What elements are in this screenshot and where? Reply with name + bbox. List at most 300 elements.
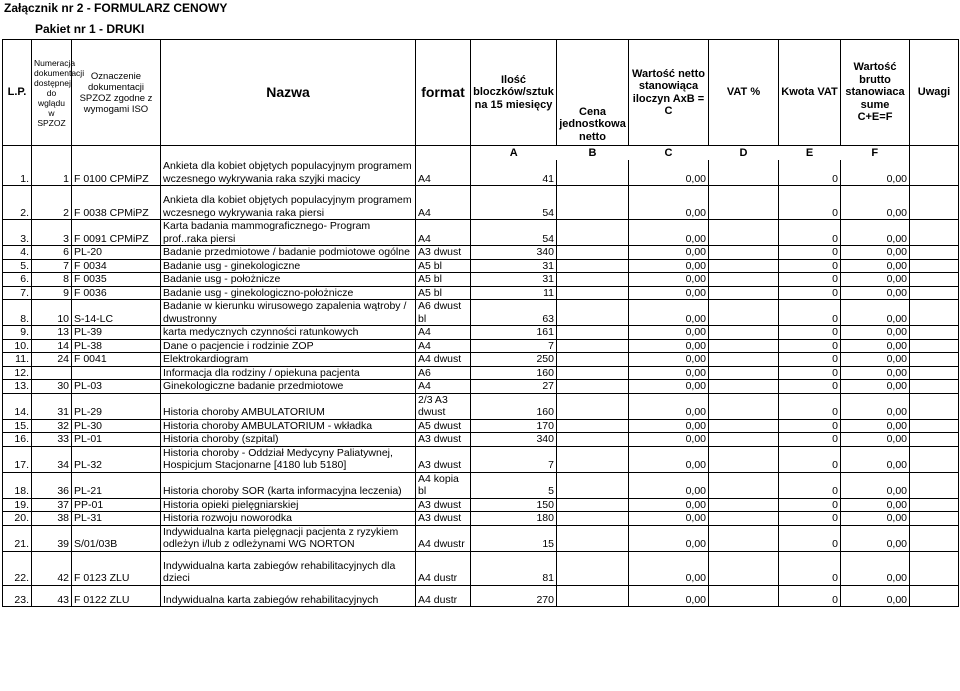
row-kwota-vat: 0	[779, 220, 841, 246]
row-kwota-vat: 0	[779, 339, 841, 353]
row-kwota-vat: 0	[779, 525, 841, 551]
row-format: A6	[416, 366, 471, 380]
table-row	[3, 273, 959, 287]
table-row	[3, 560, 959, 586]
row-numeracja: 14	[32, 339, 72, 353]
header-uwagi: Uwagi	[910, 40, 959, 146]
row-cena	[557, 446, 629, 472]
table-row	[3, 246, 959, 260]
row-vat	[709, 286, 779, 300]
row-wartosc-brutto: 0,00	[841, 273, 910, 287]
row-wartosc-brutto: 0,00	[841, 525, 910, 551]
row-wartosc-brutto: 0,00	[841, 259, 910, 273]
row-vat	[709, 220, 779, 246]
table-row	[3, 339, 959, 353]
row-nazwa: Ankieta dla kobiet objętych populacyjnym programem wczesnego wykrywania raka szyjki macicy	[161, 160, 416, 186]
row-oznaczenie: PL-32	[72, 446, 161, 472]
row-vat	[709, 300, 779, 326]
row-ilosc: 270	[471, 594, 557, 607]
row-vat	[709, 393, 779, 419]
row-nazwa: Badanie usg - ginekologiczno-położnicze	[161, 286, 416, 300]
row-ilosc: 150	[471, 498, 557, 512]
letter-f: F	[871, 146, 879, 159]
row-numeracja: 34	[32, 446, 72, 472]
row-lp: 13.	[3, 380, 32, 394]
row-numeracja: 37	[32, 498, 72, 512]
row-kwota-vat: 0	[779, 594, 841, 607]
row-kwota-vat: 0	[779, 246, 841, 260]
row-numeracja: 33	[32, 433, 72, 447]
row-format: A3 dwust	[416, 446, 471, 472]
row-wartosc-netto: 0,00	[629, 286, 709, 300]
table-row	[3, 259, 959, 273]
row-vat	[709, 512, 779, 526]
row-numeracja: 9	[32, 286, 72, 300]
row-wartosc-brutto: 0,00	[841, 160, 910, 186]
row-ilosc: 340	[471, 433, 557, 447]
row-oznaczenie: PL-29	[72, 393, 161, 419]
row-vat	[709, 353, 779, 367]
row-wartosc-netto: 0,00	[629, 220, 709, 246]
row-ilosc: 160	[471, 366, 557, 380]
row-uwagi	[910, 560, 959, 586]
row-vat	[709, 446, 779, 472]
row-cena	[557, 220, 629, 246]
row-kwota-vat: 0	[779, 353, 841, 367]
row-wartosc-brutto: 0,00	[841, 353, 910, 367]
row-kwota-vat: 0	[779, 446, 841, 472]
row-kwota-vat: 0	[779, 419, 841, 433]
row-lp: 4.	[3, 246, 32, 260]
row-oznaczenie: F 0038 CPMiPZ	[72, 194, 161, 220]
row-format: A4	[416, 339, 471, 353]
row-kwota-vat: 0	[779, 380, 841, 394]
row-uwagi	[910, 419, 959, 433]
row-format: A4 dwust	[416, 353, 471, 367]
row-wartosc-netto: 0,00	[629, 472, 709, 498]
row-format: A4	[416, 380, 471, 394]
row-oznaczenie: F 0100 CPMiPZ	[72, 160, 161, 186]
row-ilosc: 7	[471, 339, 557, 353]
row-vat	[709, 246, 779, 260]
row-kwota-vat: 0	[779, 286, 841, 300]
row-uwagi	[910, 353, 959, 367]
row-wartosc-netto: 0,00	[629, 525, 709, 551]
row-nazwa: Historia choroby (szpital)	[161, 433, 416, 447]
row-lp: 18.	[3, 472, 32, 498]
table-row	[3, 594, 959, 607]
row-nazwa: Indywidualna karta pielęgnacji pacjenta z ryzykiem odleżyn i/lub z odleżynami WG NORTON	[161, 525, 416, 551]
row-nazwa: Karta badania mammograficznego- Program prof..raka piersi	[161, 220, 416, 246]
row-nazwa: Indywidualna karta zabiegów rehabilitacyjnych dla dzieci	[161, 560, 416, 586]
row-vat	[709, 326, 779, 340]
row-oznaczenie: F 0035	[72, 273, 161, 287]
row-numeracja: 24	[32, 353, 72, 367]
row-format: A4	[416, 194, 471, 220]
spacer-row	[3, 551, 959, 560]
row-lp: 1.	[3, 160, 32, 186]
row-kwota-vat: 0	[779, 512, 841, 526]
row-lp: 6.	[3, 273, 32, 287]
row-ilosc: 5	[471, 472, 557, 498]
row-wartosc-netto: 0,00	[629, 339, 709, 353]
row-uwagi	[910, 273, 959, 287]
table-row	[3, 512, 959, 526]
table-row	[3, 160, 959, 186]
row-nazwa: karta medycznych czynności ratunkowych	[161, 326, 416, 340]
row-wartosc-brutto: 0,00	[841, 594, 910, 607]
row-nazwa: Informacja dla rodziny / opiekuna pacjenta	[161, 366, 416, 380]
row-ilosc: 63	[471, 300, 557, 326]
row-cena	[557, 472, 629, 498]
row-cena	[557, 393, 629, 419]
row-oznaczenie: S/01/03B	[72, 525, 161, 551]
letter-b: B	[588, 146, 597, 159]
row-lp: 12.	[3, 366, 32, 380]
row-uwagi	[910, 512, 959, 526]
row-numeracja: 10	[32, 300, 72, 326]
package-title: Pakiet nr 1 - DRUKI	[35, 22, 145, 36]
row-uwagi	[910, 366, 959, 380]
row-nazwa: Historia choroby AMBULATORIUM	[161, 393, 416, 419]
table-row	[3, 446, 959, 472]
row-kwota-vat: 0	[779, 560, 841, 586]
row-vat	[709, 259, 779, 273]
row-wartosc-brutto: 0,00	[841, 286, 910, 300]
row-oznaczenie: PL-20	[72, 246, 161, 260]
row-format: A4 kopia bl	[416, 472, 471, 498]
header-wartosc-brutto: Wartość brutto stanowiaca sume C+E=F	[841, 40, 910, 146]
row-uwagi	[910, 259, 959, 273]
row-wartosc-brutto: 0,00	[841, 393, 910, 419]
row-lp: 14.	[3, 393, 32, 419]
table-row	[3, 433, 959, 447]
row-nazwa: Historia choroby SOR (karta informacyjna leczenia)	[161, 472, 416, 498]
row-numeracja: 2	[32, 194, 72, 220]
letter-c: C	[664, 146, 673, 159]
table-row	[3, 393, 959, 419]
row-wartosc-netto: 0,00	[629, 326, 709, 340]
row-numeracja: 6	[32, 246, 72, 260]
row-numeracja: 7	[32, 259, 72, 273]
row-cena	[557, 498, 629, 512]
row-kwota-vat: 0	[779, 433, 841, 447]
document-title: Załącznik nr 2 - FORMULARZ CENOWY	[4, 1, 228, 15]
row-oznaczenie	[72, 366, 161, 380]
row-vat	[709, 380, 779, 394]
row-nazwa: Historia choroby AMBULATORIUM - wkładka	[161, 419, 416, 433]
row-cena	[557, 525, 629, 551]
row-ilosc: 54	[471, 194, 557, 220]
header-row	[3, 40, 959, 146]
row-vat	[709, 472, 779, 498]
row-lp: 9.	[3, 326, 32, 340]
row-cena	[557, 419, 629, 433]
row-numeracja: 32	[32, 419, 72, 433]
row-kwota-vat: 0	[779, 472, 841, 498]
row-wartosc-brutto: 0,00	[841, 380, 910, 394]
row-format: A3 dwust	[416, 433, 471, 447]
row-wartosc-brutto: 0,00	[841, 560, 910, 586]
row-format: A4	[416, 326, 471, 340]
row-cena	[557, 380, 629, 394]
row-nazwa: Badanie usg - położnicze	[161, 273, 416, 287]
header-ilosc: Ilość bloczków/sztuk na 15 miesięcy	[471, 40, 557, 146]
row-cena	[557, 366, 629, 380]
table-row	[3, 366, 959, 380]
row-format: 2/3 A3 dwust	[416, 393, 471, 419]
row-format: A4	[416, 220, 471, 246]
row-oznaczenie: F 0091 CPMiPZ	[72, 220, 161, 246]
row-numeracja: 13	[32, 326, 72, 340]
row-format: A5 bl	[416, 273, 471, 287]
row-wartosc-netto: 0,00	[629, 366, 709, 380]
row-wartosc-netto: 0,00	[629, 393, 709, 419]
row-format: A3 dwust	[416, 498, 471, 512]
row-oznaczenie: F 0122 ZLU	[72, 594, 161, 607]
row-ilosc: 27	[471, 380, 557, 394]
row-numeracja: 8	[32, 273, 72, 287]
row-cena	[557, 433, 629, 447]
row-ilosc: 11	[471, 286, 557, 300]
row-nazwa: Historia rozwoju noworodka	[161, 512, 416, 526]
row-kwota-vat: 0	[779, 366, 841, 380]
row-uwagi	[910, 472, 959, 498]
row-ilosc: 170	[471, 419, 557, 433]
row-wartosc-netto: 0,00	[629, 560, 709, 586]
letter-d: D	[739, 146, 748, 159]
row-ilosc: 81	[471, 560, 557, 586]
row-lp: 10.	[3, 339, 32, 353]
letter-a: A	[509, 146, 518, 159]
row-kwota-vat: 0	[779, 273, 841, 287]
row-uwagi	[910, 594, 959, 607]
row-wartosc-netto: 0,00	[629, 160, 709, 186]
row-ilosc: 15	[471, 525, 557, 551]
row-ilosc: 7	[471, 446, 557, 472]
row-ilosc: 31	[471, 273, 557, 287]
letter-e: E	[805, 146, 814, 159]
row-numeracja: 39	[32, 525, 72, 551]
header-cena: Cena jednostkowa netto	[557, 40, 629, 146]
row-lp: 5.	[3, 259, 32, 273]
row-ilosc: 160	[471, 393, 557, 419]
row-uwagi	[910, 160, 959, 186]
table-row	[3, 194, 959, 220]
row-uwagi	[910, 525, 959, 551]
row-wartosc-brutto: 0,00	[841, 512, 910, 526]
header-numeracja: Numeracja dokumentacji dostępnej do wglądu w SPZOZ	[32, 40, 72, 146]
header-wartosc-netto: Wartość netto stanowiąca iloczyn AxB = C	[629, 40, 709, 146]
table-row	[3, 380, 959, 394]
row-uwagi	[910, 446, 959, 472]
row-oznaczenie: PL-30	[72, 419, 161, 433]
row-wartosc-netto: 0,00	[629, 300, 709, 326]
row-cena	[557, 273, 629, 287]
row-nazwa: Historia choroby - Oddział Medycyny Paliatywnej, Hospicjum Stacjonarne [4180 lub 5180]	[161, 446, 416, 472]
row-cena	[557, 560, 629, 586]
row-wartosc-netto: 0,00	[629, 498, 709, 512]
row-format: A4 dustr	[416, 594, 471, 607]
header-vat: VAT %	[709, 40, 779, 146]
row-wartosc-netto: 0,00	[629, 273, 709, 287]
row-ilosc: 340	[471, 246, 557, 260]
row-vat	[709, 160, 779, 186]
row-oznaczenie: PL-21	[72, 472, 161, 498]
row-vat	[709, 366, 779, 380]
row-format: A4 dwustr	[416, 525, 471, 551]
table-row	[3, 498, 959, 512]
row-lp: 7.	[3, 286, 32, 300]
row-oznaczenie: F 0034	[72, 259, 161, 273]
row-nazwa: Dane o pacjencie i rodzinie ZOP	[161, 339, 416, 353]
row-nazwa: Ginekologiczne badanie przedmiotowe	[161, 380, 416, 394]
row-wartosc-brutto: 0,00	[841, 433, 910, 447]
row-wartosc-brutto: 0,00	[841, 220, 910, 246]
row-numeracja: 42	[32, 560, 72, 586]
row-oznaczenie: PL-38	[72, 339, 161, 353]
row-vat	[709, 433, 779, 447]
row-uwagi	[910, 194, 959, 220]
row-nazwa: Badanie usg - ginekologiczne	[161, 259, 416, 273]
row-wartosc-netto: 0,00	[629, 419, 709, 433]
row-lp: 21.	[3, 525, 32, 551]
row-wartosc-netto: 0,00	[629, 259, 709, 273]
table-row	[3, 326, 959, 340]
row-cena	[557, 246, 629, 260]
row-wartosc-netto: 0,00	[629, 433, 709, 447]
row-ilosc: 161	[471, 326, 557, 340]
row-cena	[557, 194, 629, 220]
row-oznaczenie: PL-01	[72, 433, 161, 447]
row-cena	[557, 326, 629, 340]
row-oznaczenie: F 0041	[72, 353, 161, 367]
row-numeracja: 38	[32, 512, 72, 526]
row-ilosc: 41	[471, 160, 557, 186]
row-kwota-vat: 0	[779, 393, 841, 419]
price-form-table	[2, 39, 959, 607]
row-wartosc-netto: 0,00	[629, 246, 709, 260]
row-format: A5 bl	[416, 259, 471, 273]
row-numeracja: 31	[32, 393, 72, 419]
row-format: A4	[416, 160, 471, 186]
row-oznaczenie: PL-31	[72, 512, 161, 526]
letters-row	[3, 146, 959, 161]
row-nazwa: Elektrokardiogram	[161, 353, 416, 367]
row-lp: 23.	[3, 594, 32, 607]
row-vat	[709, 419, 779, 433]
row-kwota-vat: 0	[779, 194, 841, 220]
row-nazwa: Ankieta dla kobiet objętych populacyjnym programem wczesnego wykrywania raka piersi	[161, 194, 416, 220]
row-oznaczenie: S-14-LC	[72, 300, 161, 326]
row-uwagi	[910, 433, 959, 447]
table-row	[3, 419, 959, 433]
table-row	[3, 472, 959, 498]
row-ilosc: 31	[471, 259, 557, 273]
header-nazwa: Nazwa	[161, 40, 416, 146]
row-cena	[557, 339, 629, 353]
row-lp: 8.	[3, 300, 32, 326]
row-cena	[557, 353, 629, 367]
header-lp: L.P.	[3, 40, 32, 146]
row-format: A3 dwust	[416, 246, 471, 260]
row-numeracja	[32, 366, 72, 380]
row-ilosc: 250	[471, 353, 557, 367]
row-wartosc-brutto: 0,00	[841, 472, 910, 498]
row-uwagi	[910, 498, 959, 512]
row-cena	[557, 259, 629, 273]
table-row	[3, 220, 959, 246]
spacer-row	[3, 186, 959, 195]
row-numeracja: 1	[32, 160, 72, 186]
row-lp: 15.	[3, 419, 32, 433]
row-vat	[709, 560, 779, 586]
row-format: A5 bl	[416, 286, 471, 300]
row-kwota-vat: 0	[779, 498, 841, 512]
row-cena	[557, 594, 629, 607]
row-cena	[557, 160, 629, 186]
header-oznaczenie: Oznaczenie dokumentacji SPZOZ zgodne z wymogami ISO	[72, 40, 161, 146]
table-row	[3, 525, 959, 551]
row-wartosc-brutto: 0,00	[841, 339, 910, 353]
row-wartosc-netto: 0,00	[629, 446, 709, 472]
row-numeracja: 3	[32, 220, 72, 246]
row-format: A4 dustr	[416, 560, 471, 586]
row-numeracja: 36	[32, 472, 72, 498]
row-oznaczenie: F 0036	[72, 286, 161, 300]
row-wartosc-netto: 0,00	[629, 512, 709, 526]
row-format: A5 dwust	[416, 419, 471, 433]
row-format: A3 dwust	[416, 512, 471, 526]
row-wartosc-brutto: 0,00	[841, 246, 910, 260]
row-uwagi	[910, 286, 959, 300]
row-lp: 20.	[3, 512, 32, 526]
header-format: format	[416, 40, 471, 146]
row-kwota-vat: 0	[779, 259, 841, 273]
row-wartosc-brutto: 0,00	[841, 419, 910, 433]
table-row	[3, 300, 959, 326]
row-oznaczenie: PL-03	[72, 380, 161, 394]
row-wartosc-brutto: 0,00	[841, 498, 910, 512]
row-uwagi	[910, 300, 959, 326]
row-nazwa: Badanie w kierunku wirusowego zapalenia wątroby / dwustronny	[161, 300, 416, 326]
row-wartosc-netto: 0,00	[629, 194, 709, 220]
row-vat	[709, 498, 779, 512]
row-vat	[709, 525, 779, 551]
table-row	[3, 286, 959, 300]
row-oznaczenie: PL-39	[72, 326, 161, 340]
row-wartosc-brutto: 0,00	[841, 446, 910, 472]
row-vat	[709, 339, 779, 353]
row-cena	[557, 300, 629, 326]
row-uwagi	[910, 339, 959, 353]
row-lp: 11.	[3, 353, 32, 367]
row-kwota-vat: 0	[779, 326, 841, 340]
row-ilosc: 54	[471, 220, 557, 246]
row-kwota-vat: 0	[779, 300, 841, 326]
row-uwagi	[910, 326, 959, 340]
header-kwota-vat: Kwota VAT	[779, 40, 841, 146]
row-vat	[709, 594, 779, 607]
row-wartosc-brutto: 0,00	[841, 366, 910, 380]
row-vat	[709, 194, 779, 220]
row-nazwa: Badanie przedmiotowe / badanie podmiotowe ogólne	[161, 246, 416, 260]
row-kwota-vat: 0	[779, 160, 841, 186]
row-lp: 17.	[3, 446, 32, 472]
table-row	[3, 353, 959, 367]
row-lp: 2.	[3, 194, 32, 220]
row-uwagi	[910, 380, 959, 394]
